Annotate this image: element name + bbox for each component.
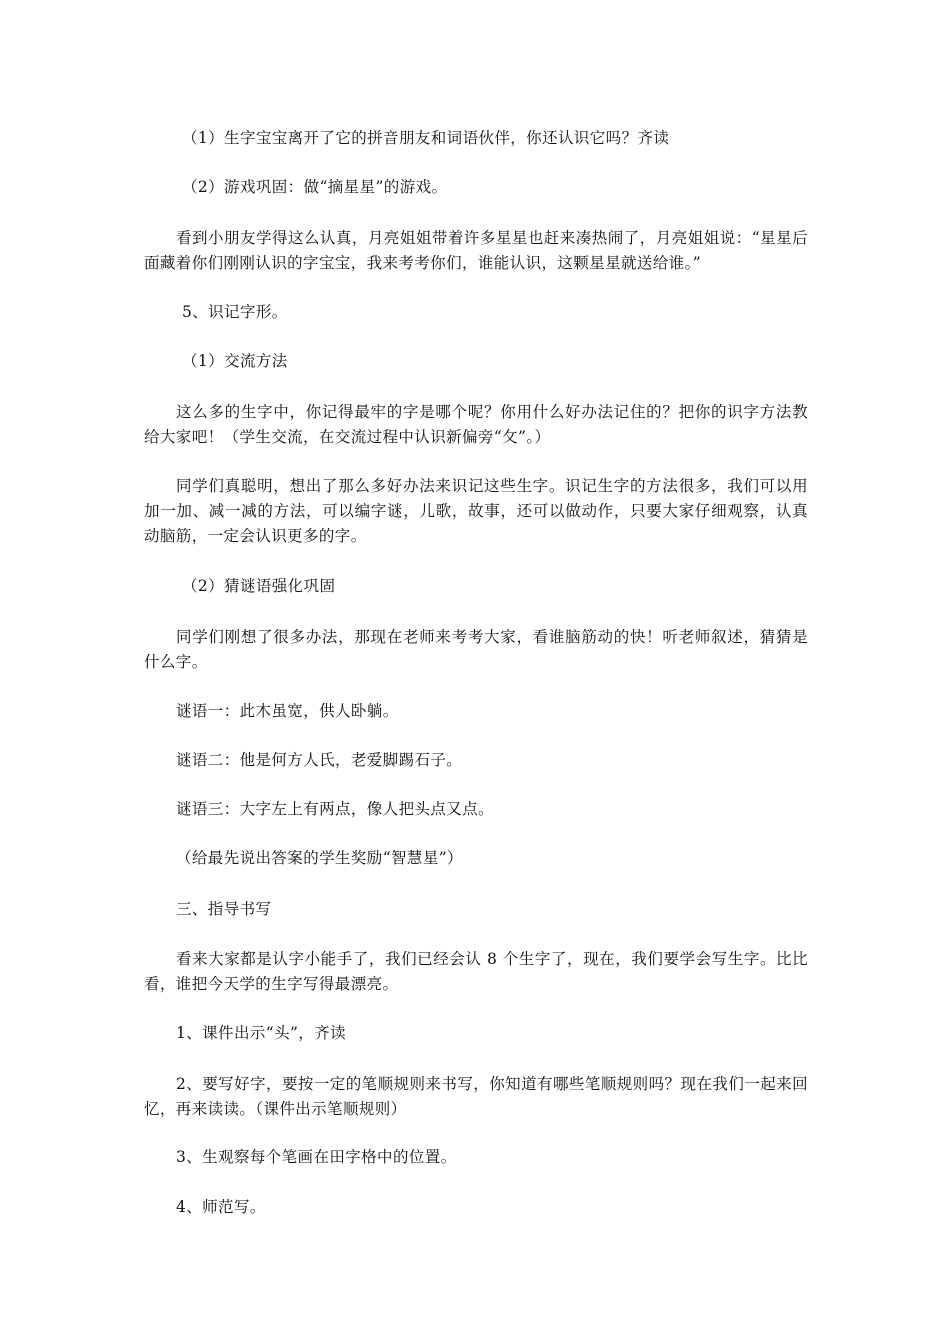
paragraph-step-one: 1、课件出示“头”，齐读 (176, 1024, 347, 1042)
paragraph-step-two: 2、要写好字，要按一定的笔顺规则来书写，你知道有哪些笔顺规则吗？现在我们一起来回忆，再来读读。（课件出示笔顺规则） (144, 1075, 808, 1118)
paragraph-moon-sister: 看到小朋友学得这么认真，月亮姐姐带着许多星星也赶来凑热闹了，月亮姐姐说：“星星后面藏着你们刚刚认识的字宝宝，我来考考你们，谁能认识，这颗星星就送给谁。” (144, 229, 808, 272)
paragraph-writing-intro: 看来大家都是认字小能手了，我们已经会认 8 个生字了，现在，我们要学会写生字。比比看，谁把今天学的生字写得最漂亮。 (144, 950, 808, 993)
paragraph-memory-methods: 同学们真聪明，想出了那么多好办法来识记这些生字。识记生字的方法很多，我们可以用加一加、减一减的方法，可以编字谜，儿歌，故事，还可以做动作，只要大家仔细观察，认真动脑筋，一定会认识更多的字。 (144, 477, 808, 545)
paragraph-step-four: 4、师范写。 (176, 1198, 266, 1216)
paragraph-riddle-intro: 同学们刚想了很多办法，那现在老师来考考大家，看谁脑筋动的快！听老师叙述，猜猜是什么字。 (144, 628, 808, 671)
paragraph-riddle-one: 谜语一：此木虽宽，供人卧躺。 (176, 702, 399, 720)
paragraph-section-three-heading: 三、指导书写 (176, 900, 272, 918)
paragraph-step-three: 3、生观察每个笔画在田字格中的位置。 (176, 1148, 457, 1166)
paragraph-recognize-characters: （1）生字宝宝离开了它的拼音朋友和词语伙伴，你还认识它吗？齐读 (182, 129, 670, 147)
paragraph-riddle-three: 谜语三：大字左上有两点，像人把头点又点。 (176, 800, 495, 818)
paragraph-heading-character-shape: 5、识记字形。 (182, 303, 288, 321)
paragraph-riddle-heading: （2）猜谜语强化巩固 (182, 577, 336, 595)
paragraph-wisdom-star: （给最先说出答案的学生奖励“智慧星”） (176, 849, 463, 867)
paragraph-riddle-two: 谜语二：他是何方人氏，老爱脚踢石子。 (176, 751, 463, 769)
paragraph-remember-characters: 这么多的生字中，你记得最牢的字是哪个呢？你用什么好办法记住的？把你的识字方法教给大家吧！（学生交流，在交流过程中认识新偏旁“攵”。） (144, 403, 808, 446)
paragraph-star-game: （2）游戏巩固：做“摘星星”的游戏。 (182, 178, 448, 196)
paragraph-exchange-methods: （1）交流方法 (182, 352, 288, 370)
